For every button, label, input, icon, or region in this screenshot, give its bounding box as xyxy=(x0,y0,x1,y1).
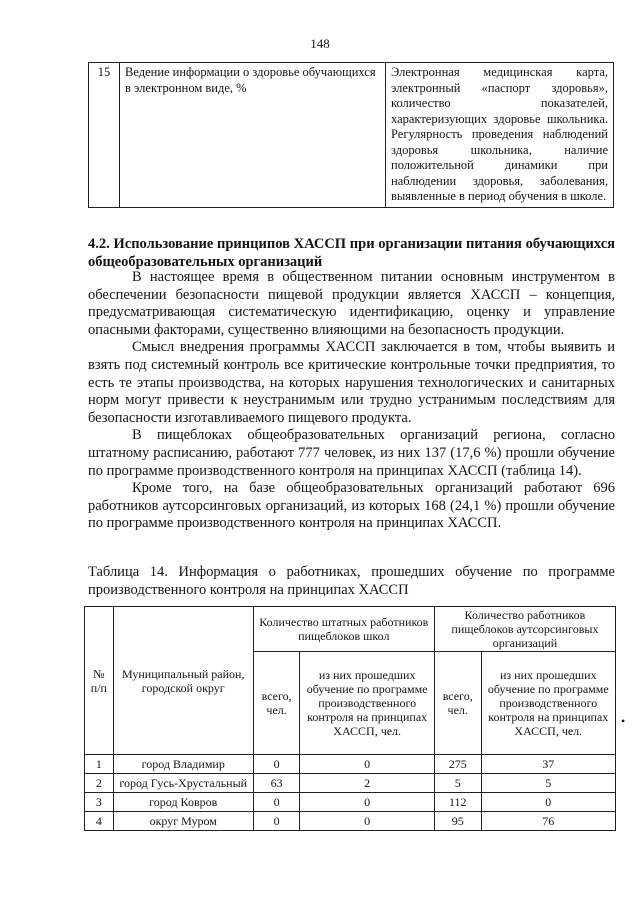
row-district: город Владимир xyxy=(113,755,253,774)
row-outsource-total: 95 xyxy=(434,812,481,831)
row-staff-trained: 2 xyxy=(300,774,434,793)
table-caption: Таблица 14. Информация о работниках, прошедших обучение по программе производственного контроля на принципах ХАССП xyxy=(88,564,615,598)
table-row xyxy=(85,812,616,831)
table-row xyxy=(85,774,616,793)
indicator-description: Электронная медицинская карта, электронный «паспорт здоровья», количество показателей, характеризующих здоровье школьника. Регулярность проведения наблюдений здоровья школьника, наличие положительной динамики при наблюдении здоровья, заболевания, выявленные в период обучения в школе. xyxy=(386,63,614,208)
table-row xyxy=(85,755,616,774)
section-body xyxy=(88,269,615,533)
section-heading: 4.2. Использование принципов ХАССП при организации питания обучающихся общеобразовательных организаций xyxy=(88,236,615,270)
table-row xyxy=(85,793,616,812)
header-district: Муниципальный район, городской округ xyxy=(113,607,253,755)
row-outsource-total: 112 xyxy=(434,793,481,812)
header-outsource-trained: из них прошедших обучение по программе производственного контроля на принципах ХАССП, чел. xyxy=(481,652,615,755)
haccp-training-table xyxy=(84,606,616,831)
row-outsource-trained: 0 xyxy=(481,793,615,812)
row-staff-total: 0 xyxy=(253,812,300,831)
row-outsource-trained: 5 xyxy=(481,774,615,793)
row-outsource-trained: 76 xyxy=(481,812,615,831)
table-header-row xyxy=(85,607,616,652)
row-num: 1 xyxy=(85,755,114,774)
header-staff-trained: из них прошедших обучение по программе производственного контроля на принципах ХАССП, чел. xyxy=(300,652,434,755)
header-outsource-group: Количество работников пищеблоков аутсорсинговых организаций xyxy=(434,607,615,652)
row-outsource-total: 5 xyxy=(434,774,481,793)
header-outsource-total: всего, чел. xyxy=(434,652,481,755)
margin-mark: • xyxy=(621,714,626,728)
row-staff-total: 0 xyxy=(253,755,300,774)
row-staff-trained: 0 xyxy=(300,812,434,831)
row-outsource-trained: 37 xyxy=(481,755,615,774)
row-district: город Ковров xyxy=(113,793,253,812)
header-num: № п/п xyxy=(85,607,114,755)
row-staff-total: 0 xyxy=(253,793,300,812)
paragraph: В настоящее время в общественном питании основным инструментом в обеспечении безопасности пищевой продукции является ХАССП – концепция, предусматривающая систематическую идентификацию, оценку и управление опасными факторами, существенно влияющими на безопасность продукции. xyxy=(88,269,615,338)
row-outsource-total: 275 xyxy=(434,755,481,774)
paragraph: В пищеблоках общеобразовательных организаций региона, согласно штатному расписанию, работают 777 человек, из них 137 (17,6 %) прошли обучение по программе производственного контроля на принципах ХАССП (таблица 14). xyxy=(88,427,615,479)
paragraph: Смысл внедрения программы ХАССП заключается в том, чтобы выявить и взять под системный контроль все критические контрольные точки предприятия, то есть те этапы производства, на которых нарушения технологических и санитарных норм могут привести к неустранимым или трудно устранимым последствиям для безопасности изготавливаемого пищевого продукта. xyxy=(88,339,615,426)
table-row xyxy=(89,63,614,208)
row-staff-total: 63 xyxy=(253,774,300,793)
row-staff-trained: 0 xyxy=(300,755,434,774)
row-staff-trained: 0 xyxy=(300,793,434,812)
paragraph: Кроме того, на базе общеобразовательных организаций работают 696 работников аутсорсинговых организаций, из которых 168 (24,1 %) прошли обучение по программе производственного контроля на принципах ХАССП. xyxy=(88,480,615,532)
row-district: округ Муром xyxy=(113,812,253,831)
indicator-table-continuation xyxy=(88,62,614,208)
header-staff-total: всего, чел. xyxy=(253,652,300,755)
indicator-number: 15 xyxy=(89,63,120,208)
page-number: 148 xyxy=(310,36,330,51)
row-district: город Гусь-Хрустальный xyxy=(113,774,253,793)
row-num: 2 xyxy=(85,774,114,793)
indicator-name: Ведение информации о здоровье обучающихся в электронном виде, % xyxy=(120,63,386,208)
row-num: 4 xyxy=(85,812,114,831)
header-staff-group: Количество штатных работников пищеблоков школ xyxy=(253,607,434,652)
row-num: 3 xyxy=(85,793,114,812)
